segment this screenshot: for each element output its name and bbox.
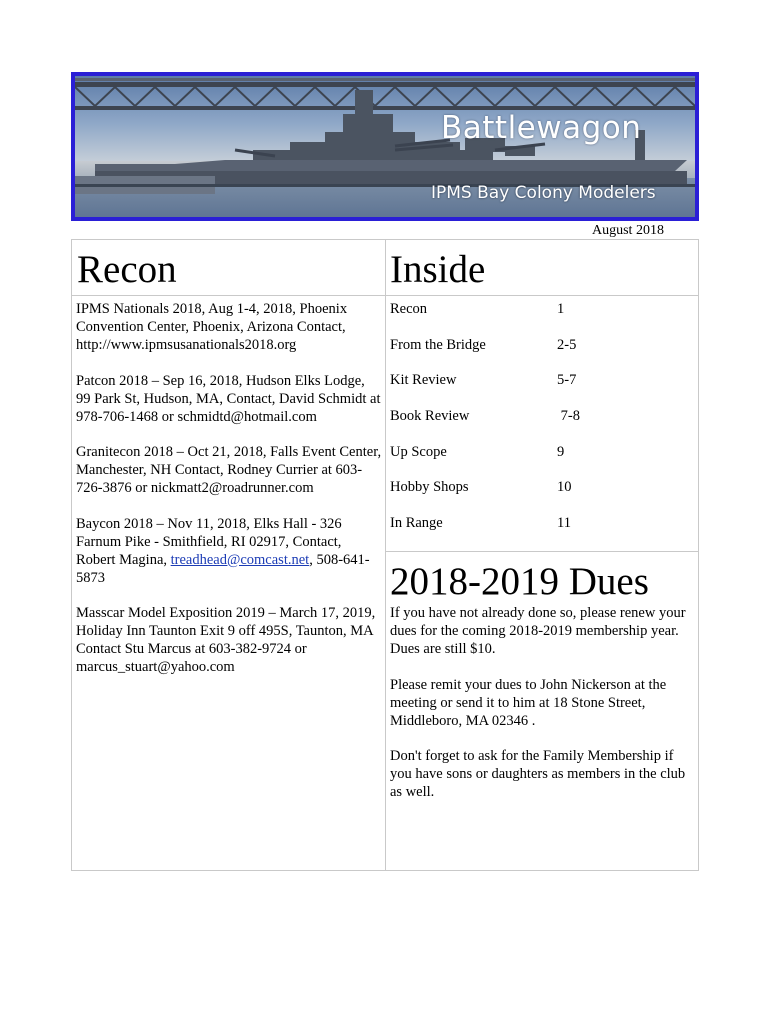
contents-page: 1 [557, 301, 565, 317]
content-table [71, 239, 699, 871]
contents-page: 10 [557, 479, 572, 496]
event-item: Patcon 2018 – Sep 16, 2018, Hudson Elks Lodge, 99 Park St, Hudson, MA, Contact, David Schmidt at 978-706-1468 or schmidtd@hotmail.com [76, 372, 381, 425]
contents-label: Up Scope [390, 443, 447, 460]
dues-paragraph: Please remit your dues to John Nickerson at the meeting or send it to him at 18 Stone Street, Middleboro, MA 02346 . [390, 676, 667, 729]
contents-page: 5-7 [557, 372, 577, 389]
event-item [76, 515, 382, 587]
banner-title: Battlewagon [441, 110, 642, 146]
recon-heading: Recon [77, 248, 177, 291]
contents-row [390, 371, 690, 407]
dues-paragraph: If you have not already done so, please renew your dues for the coming 2018-2019 membership year. Dues are still $10. [390, 605, 686, 657]
recon-event-list [76, 300, 382, 694]
contents-label: Recon [390, 301, 428, 317]
contents-label: Kit Review [390, 372, 457, 389]
contents-label: Hobby Shops [390, 479, 469, 496]
inside-dues-divider [385, 551, 699, 552]
contents-label: In Range [390, 515, 443, 532]
contents-row [390, 478, 690, 514]
newsletter-banner [71, 72, 699, 221]
contents-label: From the Bridge [390, 336, 486, 353]
event-text: Baycon 2018 – Nov 11, 2018, Elks Hall - 326 Farnum Pike - Smithfield, RI 02917, Contact, Robert Magina, [76, 515, 342, 568]
contents-row [390, 336, 690, 372]
contents-row [390, 514, 690, 550]
contents-label: Book Review [390, 408, 470, 425]
contents-row [390, 300, 690, 336]
inside-heading: Inside [390, 248, 486, 291]
dues-paragraph: Don't forget to ask for the Family Membership if you have sons or daughters as members in the club as well. [390, 748, 686, 800]
event-item: Masscar Model Exposition 2019 – March 17, 2019, Holiday Inn Taunton Exit 9 off 495S, Taunton, MA Contact Stu Marcus at 603-382-9724 or marcus_stuart@yahoo.com [76, 605, 376, 675]
contents-row [390, 443, 690, 479]
contents-page: 7-8 [557, 408, 580, 425]
event-item: IPMS Nationals 2018, Aug 1-4, 2018, Phoenix Convention Center, Phoenix, Arizona Contact, http://www.ipmsusanationals2018.org [76, 301, 348, 353]
contents-row [390, 407, 690, 443]
contents-page: 9 [557, 443, 565, 460]
heading-row-divider [72, 295, 698, 296]
column-divider [385, 240, 386, 870]
issue-date: August 2018 [592, 223, 664, 238]
dues-body [390, 604, 694, 819]
banner-subtitle: IPMS Bay Colony Modelers [431, 183, 656, 203]
contents-page: 11 [557, 515, 571, 532]
contents-page: 2-5 [557, 336, 577, 353]
email-link[interactable]: treadhead@comcast.net [170, 551, 310, 568]
inside-contents-list [390, 300, 690, 550]
dues-heading: 2018-2019 Dues [390, 560, 649, 603]
event-text: , 508-641-5873 [76, 551, 370, 586]
event-item: Granitecon 2018 – Oct 21, 2018, Falls Event Center, Manchester, NH Contact, Rodney Currier at 603-726-3876 or nickmatt2@roadrunner.com [76, 444, 382, 496]
